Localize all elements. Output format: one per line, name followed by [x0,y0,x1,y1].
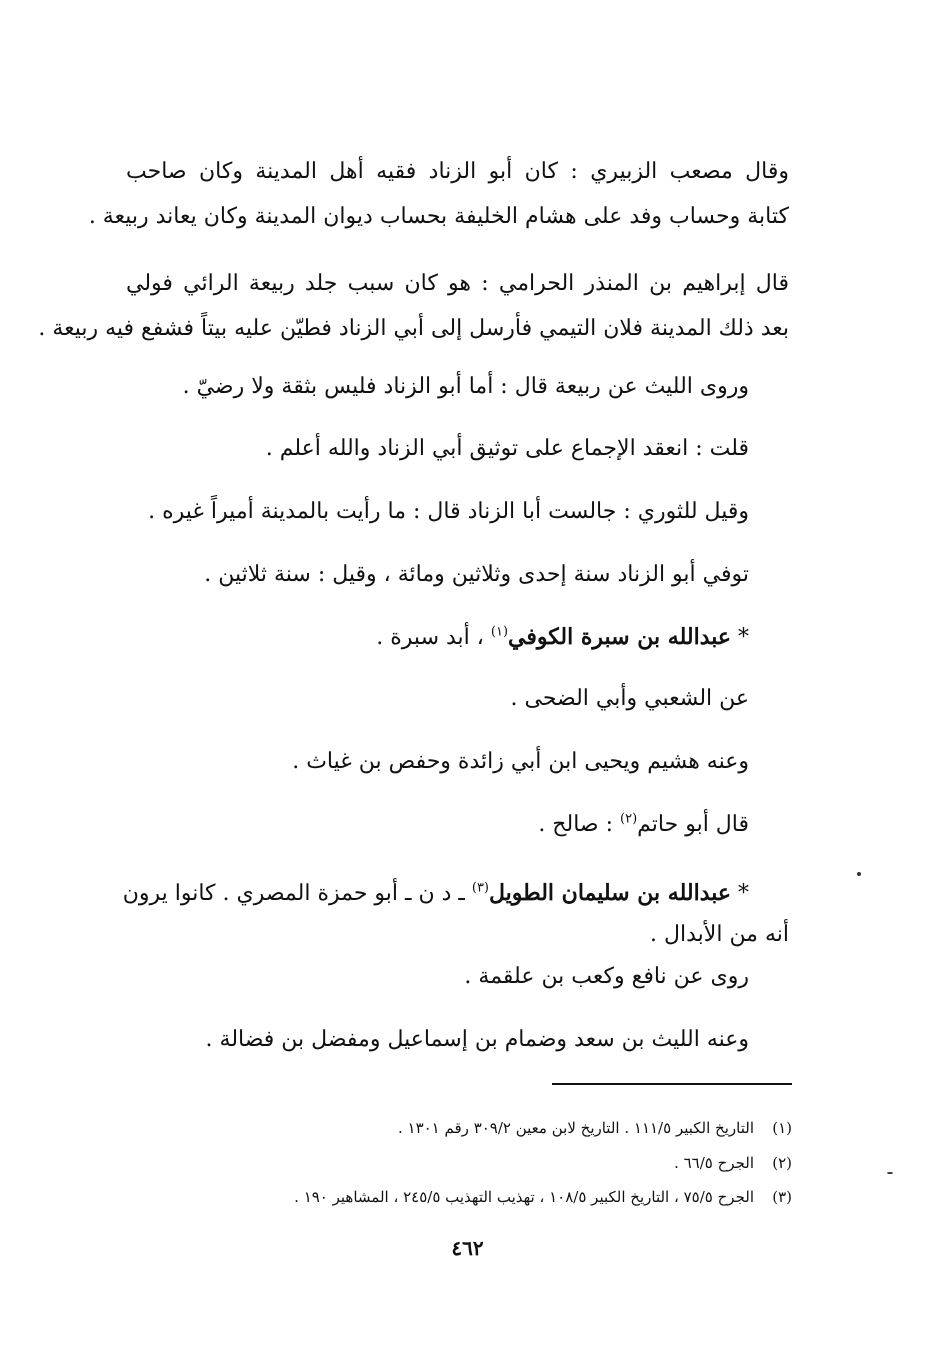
footnote-1-text: التاريخ الكبير ١١١/٥ . التاريخ لابن معين ٣٠٩/٢ رقم ١٣٠١ . [397,1119,754,1137]
entry-1-grade-verdict: : صالح . [538,812,613,837]
scan-speck [887,1172,893,1174]
entry-1-rest: ، أبد سبرة . [376,625,484,650]
entry-2-footnote-ref: (٣) [471,880,489,896]
entry-1-heading [376,620,749,655]
paragraph-2-line-1: قال إبراهيم بن المنذر الحرامي : هو كان سبب جلد ربيعة الرائي فولي [126,271,789,296]
entry-2-from: روى عن نافع وكعب بن علقمة . [464,964,749,989]
entry-1-from: عن الشعبي وأبي الضحى . [510,686,749,711]
entry-2-name: عبدالله بن سليمان الطويل [489,880,731,906]
footnote-3 [294,1185,792,1209]
footnote-2-number: (٢) [772,1154,792,1172]
footnote-separator [552,1083,792,1085]
footnote-2-text: الجرح ٦٦/٥ . [674,1154,754,1172]
paragraph-3: وروى الليث عن ربيعة قال : أما أبو الزناد فليس بثقة ولا رضيّ . [182,374,749,399]
entry-2-heading [123,876,749,911]
entry-1-grade-source: قال أبو حاتم [637,812,749,837]
entry-2-marker: * [738,881,749,906]
entry-2-rest: ـ د ن ـ أبو حمزة المصري . كانوا يرون [122,881,465,906]
footnote-2 [674,1151,792,1175]
entry-1-marker: * [738,625,749,650]
paragraph-1-line-1: وقال مصعب الزبيري : كان أبو الزناد فقيه أهل المدينة وكان صاحب [126,159,789,184]
paragraph-1-line-2: كتابة وحساب وفد على هشام الخليفة بحساب ديوان المدينة وكان يعاند ربيعة . [88,204,789,229]
entry-1-students: وعنه هشيم ويحيى ابن أبي زائدة وحفص بن غياث . [292,749,749,774]
footnote-3-text: الجرح ٧٥/٥ ، التاريخ الكبير ١٠٨/٥ ، تهذيب التهذيب ٢٤٥/٥ ، المشاهير ١٩٠ . [294,1188,754,1206]
footnote-3-number: (٣) [772,1188,792,1206]
page-number: ٤٦٢ [451,1236,484,1260]
entry-1-name: عبدالله بن سبرة الكوفي [508,624,731,650]
scan-speck [857,872,861,876]
paragraph-4: قلت : انعقد الإجماع على توثيق أبي الزناد والله أعلم . [265,436,749,461]
entry-1-grade [538,808,749,842]
paragraph-6: توفي أبو الزناد سنة إحدى وثلاثين ومائة ، وقيل : سنة ثلاثين . [204,562,749,587]
paragraph-2-line-2: بعد ذلك المدينة فلان التيمي فأرسل إلى أبي الزناد فطيّن عليه بيتاً فشفع فيه ربيعة . [38,316,789,341]
paragraph-5: وقيل للثوري : جالست أبا الزناد قال : ما رأيت بالمدينة أميراً غيره . [148,499,749,524]
entry-1-footnote-ref: (١) [490,624,509,640]
entry-1-grade-footnote-ref: (٢) [620,811,638,827]
entry-2-line-2: أنه من الأبدال . [650,922,789,947]
footnote-1 [398,1116,792,1140]
entry-2-students: وعنه الليث بن سعد وضمام بن إسماعيل ومفضل بن فضالة . [205,1027,749,1052]
footnote-1-number: (١) [772,1119,792,1137]
